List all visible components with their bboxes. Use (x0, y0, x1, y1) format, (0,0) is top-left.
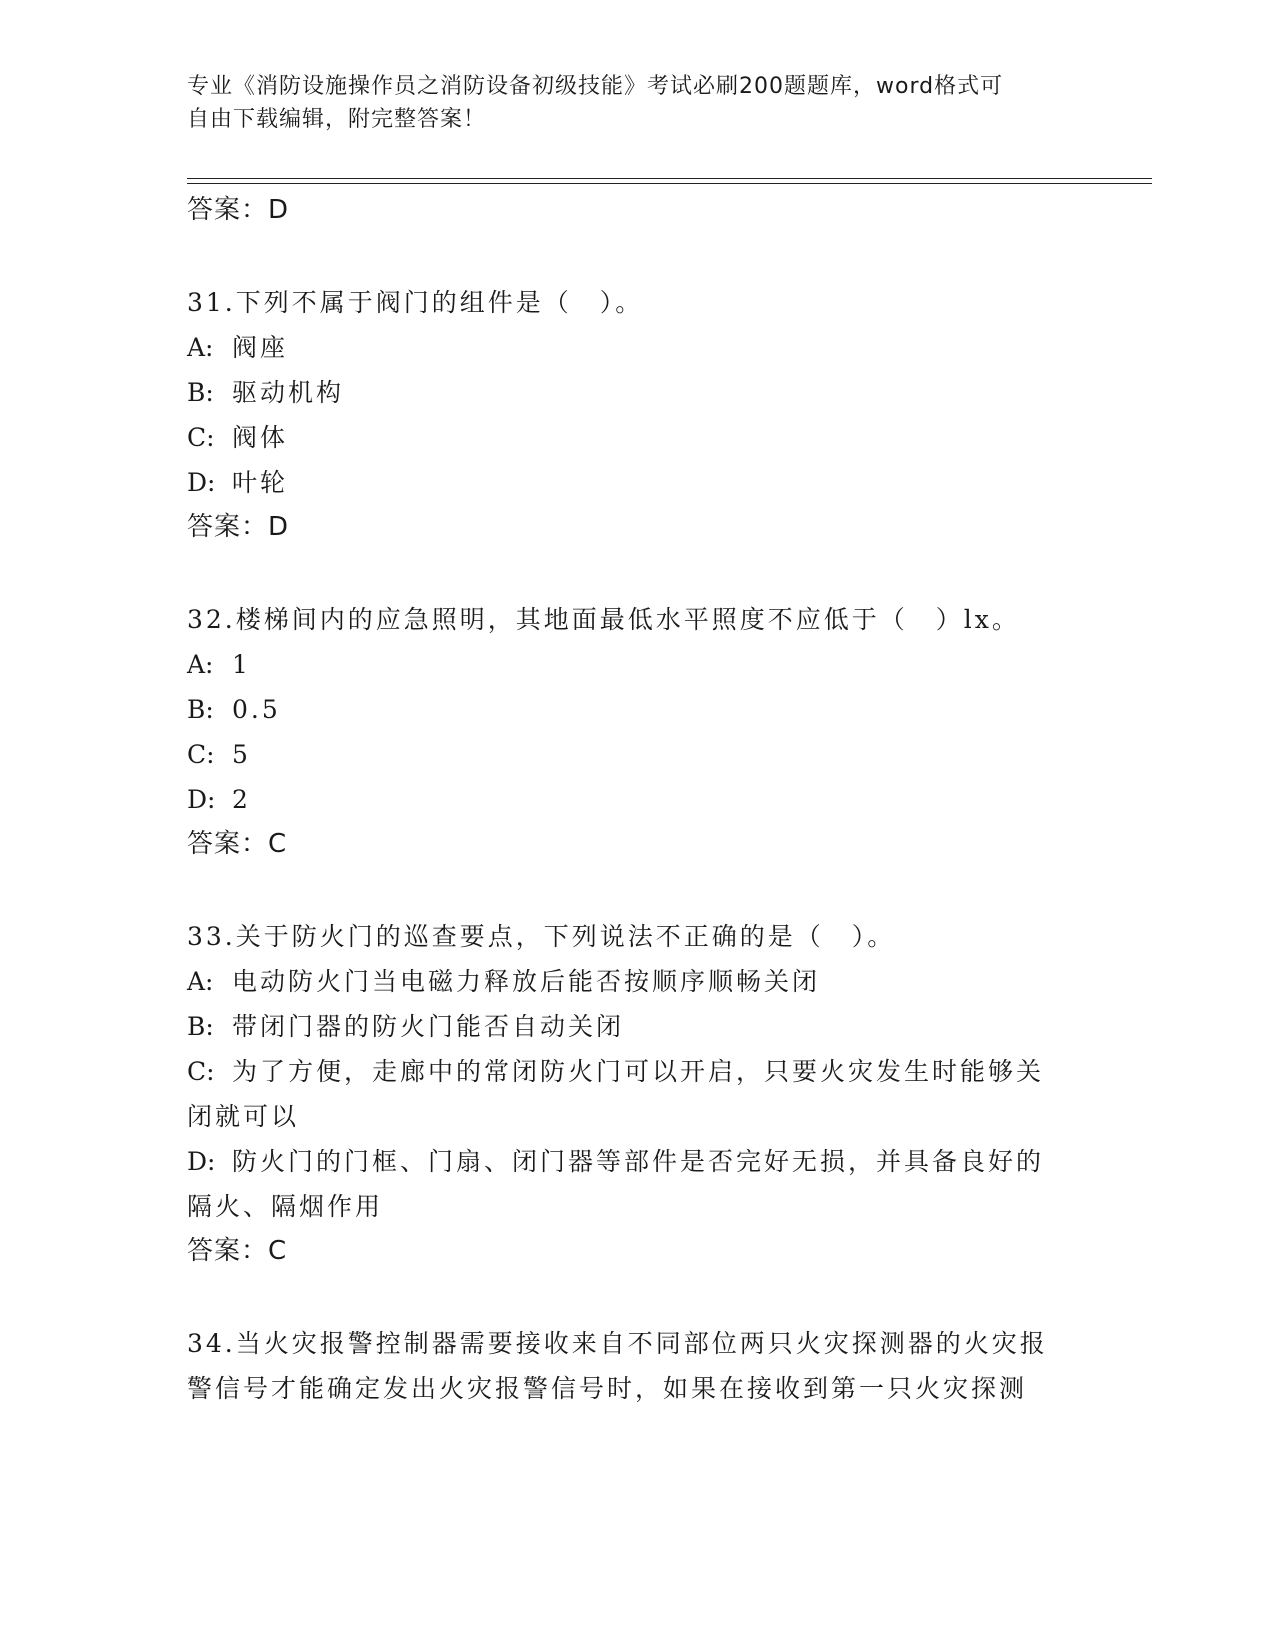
option-text: 驱动机构 (232, 378, 345, 407)
option-label: B: (187, 1012, 214, 1041)
option-b (187, 370, 1107, 415)
question-32 (187, 597, 1107, 867)
header-rule-bottom (187, 183, 1152, 184)
option-d (187, 1139, 1107, 1229)
option-text: 5 (232, 740, 251, 769)
question-33 (187, 914, 1107, 1274)
option-label: D: (187, 1147, 216, 1176)
option-text: 阀座 (232, 333, 289, 362)
question-stem: 32.楼梯间内的应急照明，其地面最低水平照度不应低于（ ）lx。 (187, 605, 1020, 634)
option-text: 0.5 (232, 695, 281, 724)
question-stem: 31.下列不属于阀门的组件是（ ）。 (187, 288, 644, 317)
option-text: 为了方便，走廊中的常闭防火门可以开启，只要火灾发生时能够关 (232, 1057, 1045, 1086)
option-b (187, 1004, 1107, 1049)
option-text: 阀体 (232, 423, 289, 452)
question-stem-continued: 警信号才能确定发出火灾报警信号时，如果在接收到第一只火灾探测 (187, 1374, 1028, 1403)
question-31 (187, 280, 1107, 550)
header-line-2: 自由下载编辑，附完整答案！ (187, 107, 487, 132)
option-text: 1 (232, 650, 251, 679)
question-stem: 34.当火灾报警控制器需要接收来自不同部位两只火灾探测器的火灾报 (187, 1329, 1048, 1358)
answer-line: 答案：C (187, 829, 288, 859)
document-header (187, 70, 1067, 136)
option-text-continued: 隔火、隔烟作用 (187, 1192, 384, 1221)
option-label: D: (187, 785, 216, 814)
option-text: 2 (232, 785, 251, 814)
option-text: 叶轮 (232, 468, 289, 497)
question-stem: 33.关于防火门的巡查要点，下列说法不正确的是（ ）。 (187, 922, 896, 951)
option-label: C: (187, 1057, 215, 1086)
option-text: 带闭门器的防火门能否自动关闭 (232, 1012, 625, 1041)
option-text-continued: 闭就可以 (187, 1102, 300, 1131)
option-label: C: (187, 423, 215, 452)
header-line-1: 专业《消防设施操作员之消防设备初级技能》考试必刷200题题库，word格式可 (187, 74, 1004, 99)
option-b (187, 687, 1107, 732)
question-34 (187, 1321, 1107, 1411)
question-list (187, 188, 1107, 1411)
option-text: 电动防火门当电磁力释放后能否按顺序顺畅关闭 (232, 967, 821, 996)
option-label: B: (187, 695, 214, 724)
option-label: A: (187, 650, 214, 679)
option-label: B: (187, 378, 214, 407)
option-a (187, 642, 1107, 687)
option-c (187, 415, 1107, 460)
answer-line: 答案：D (187, 195, 290, 225)
option-label: A: (187, 967, 214, 996)
option-a (187, 325, 1107, 370)
option-label: A: (187, 333, 214, 362)
answer-line: 答案：C (187, 1236, 288, 1266)
option-d (187, 777, 1107, 822)
option-c (187, 732, 1107, 777)
option-label: C: (187, 740, 215, 769)
header-rule-top (187, 178, 1152, 179)
option-text: 防火门的门框、门扇、闭门器等部件是否完好无损，并具备良好的 (232, 1147, 1045, 1176)
answer-line: 答案：D (187, 512, 290, 542)
option-a (187, 959, 1107, 1004)
option-c (187, 1049, 1107, 1139)
option-label: D: (187, 468, 216, 497)
option-d (187, 460, 1107, 505)
